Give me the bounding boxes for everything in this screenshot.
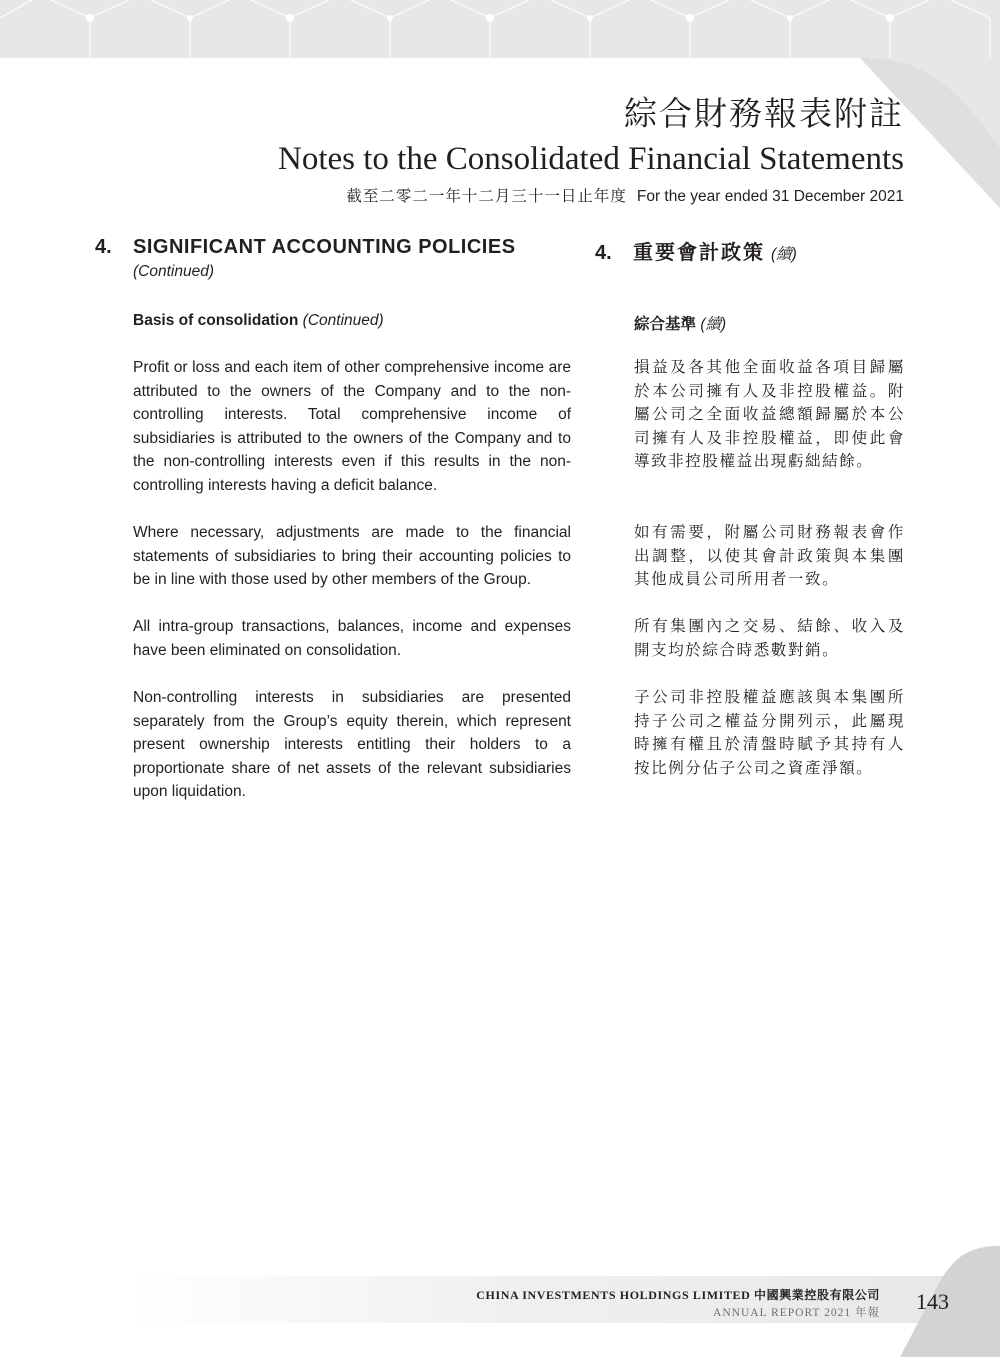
subheading-continued-zh: (續): [700, 316, 727, 333]
paragraph-zh-3: 所有集團內之交易、結餘、收入及開支均於綜合時悉數對銷。: [634, 618, 905, 659]
page-title-en: Notes to the Consolidated Financial Statements: [278, 141, 904, 177]
paragraph-zh-2: 如有需要，附屬公司財務報表會作出調整，以使其會計政策與本集團其他成員公司所用者一致。: [634, 524, 905, 589]
section-number-zh: 4.: [595, 242, 612, 264]
subheading-en: [133, 312, 384, 330]
paragraph-en-3: All intra-group transactions, balances, income and expenses have been eliminated on consolidation.: [133, 618, 571, 659]
page-header: [278, 92, 904, 206]
section-number-en: 4.: [95, 236, 112, 258]
section-heading-en: [95, 236, 573, 281]
section-heading-zh: [595, 236, 905, 265]
section-title-zh: 重要會計政策: [633, 242, 765, 264]
section-continued-zh: (續): [771, 246, 797, 263]
paragraph-zh-1: 損益及各其他全面收益各項目歸屬於本公司擁有人及非控股權益。附屬公司之全面收益總額歸屬於本公司擁有人及非控股權益，即使此會導致非控股權益出現虧絀結餘。: [634, 359, 905, 471]
reporting-period-en: For the year ended 31 December 2021: [636, 188, 904, 205]
subheading-title-en: Basis of consolidation: [133, 312, 299, 329]
hexagon-pattern-graphic: [0, 0, 1000, 58]
subheading-continued-en: (Continued): [302, 312, 384, 329]
subheading-zh: [634, 312, 726, 334]
paragraph-en-1: Profit or loss and each item of other comprehensive income are attributed to the owners of the Company and to the non-controlling interests. Total comprehensive income of subsidiaries is attributed to the owners of the Company and to the non-controlling interests even if this results in the non-controlling interests having a deficit balance.: [133, 359, 571, 494]
paragraph-en-2: Where necessary, adjustments are made to the financial statements of subsidiaries to bring their accounting policies to be in line with those used by other members of the Group.: [133, 524, 571, 589]
section-continued-en: (Continued): [133, 263, 214, 280]
footer-company-block: [476, 1286, 880, 1320]
reporting-period: [278, 184, 904, 206]
reporting-period-zh: 截至二零二一年十二月三十一日止年度: [346, 188, 627, 205]
paragraph-en-4: Non-controlling interests in subsidiaries are presented separately from the Group’s equity therein, which represent present ownership interests entitling their holders to a proportionate share of net assets of the relevant subsidiaries upon liquidation.: [133, 689, 571, 801]
header-decoration: [0, 0, 1000, 58]
footer-company-name: CHINA INVESTMENTS HOLDINGS LIMITED 中國興業控股有限公司: [476, 1288, 880, 1302]
paragraph-zh-4: 子公司非控股權益應該與本集團所持子公司之權益分開列示，此屬現時擁有權且於清盤時賦予其持有人按比例分佔子公司之資產淨額。: [634, 689, 905, 777]
section-title-en: SIGNIFICANT ACCOUNTING POLICIES: [133, 236, 516, 258]
subheading-title-zh: 綜合基準: [634, 316, 697, 333]
footer-report-label: ANNUAL REPORT 2021 年報: [713, 1307, 880, 1319]
page-title-zh: 綜合財務報表附註: [624, 94, 904, 133]
footer-corner-decoration: [900, 1246, 1000, 1357]
page-number: 143: [916, 1289, 949, 1314]
